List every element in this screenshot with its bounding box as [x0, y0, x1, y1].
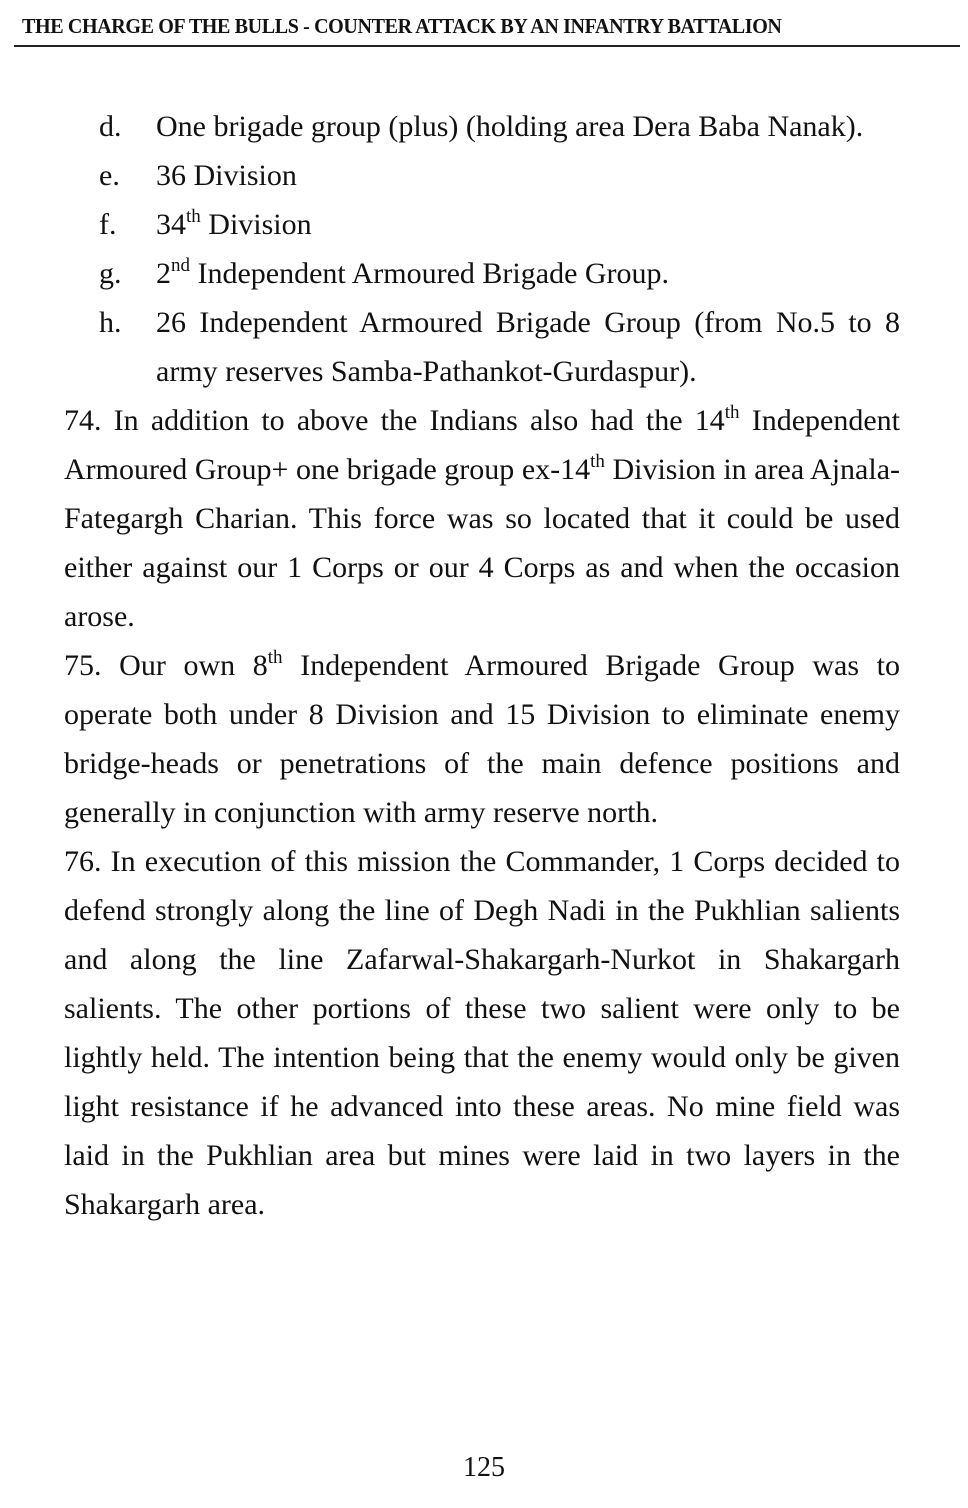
superscript: th	[590, 451, 605, 472]
superscript: th	[267, 647, 283, 668]
superscript: nd	[171, 255, 190, 276]
list-text: 36 Division	[156, 159, 297, 192]
superscript: th	[186, 206, 201, 227]
page-body	[64, 102, 900, 1229]
paragraph-76: 76. In execution of this mission the Commander, 1 Corps decided to defend strongly along the line of Degh Nadi in the Pukhlian salients and along the line Zafarwal-Shakargarh-Nurkot in Shakargarh salients. The other portions of these two salient were only to be lightly held. The intention being that the enemy would only be given light resistance if he advanced into these areas. No mine field was laid in the Pukhlian area but mines were laid in two layers in the Shakargarh area.	[64, 845, 900, 1221]
paragraph-text: 75. Our own 8	[64, 649, 268, 682]
list-letter: f.	[99, 208, 117, 241]
paragraph-text: Independent Armoured Group+ one brigade group ex-14	[64, 404, 900, 486]
list-letter: g.	[99, 257, 122, 290]
page-number: 125	[463, 1452, 505, 1483]
list-text	[156, 249, 900, 298]
running-head: THE CHARGE OF THE BULLS - COUNTER ATTACK BY AN INFANTRY BATTALION	[22, 14, 782, 38]
list-letter: h.	[99, 306, 122, 339]
list-text: One brigade group (plus) (holding area Dera Baba Nanak).	[156, 110, 864, 143]
list-letter: e.	[99, 159, 120, 192]
list-item-g	[64, 249, 900, 298]
list-item-h	[64, 298, 900, 396]
superscript: th	[724, 402, 740, 423]
list-text-part: 34	[156, 208, 186, 241]
list-item-f	[64, 200, 900, 249]
list-text-part: 2	[156, 257, 171, 290]
header-rule	[14, 45, 960, 47]
paragraph-text: Independent Armoured Brigade Group was to operate both under 8 Division and 15 Division to eliminate enemy bridge-heads or penetrations of the main defence positions and generally in conjunction with army reserve north.	[64, 649, 900, 829]
list-letter: d.	[99, 110, 122, 143]
list-item-d	[64, 102, 900, 151]
list-text-part: Independent Armoured Brigade Group.	[190, 257, 670, 290]
paragraph-75	[64, 641, 900, 837]
list-item-e	[64, 151, 900, 200]
paragraph-text: Division in area Ajnala-Fategargh Charian. This force was so located that it could be used either against our 1 Corps or our 4 Corps as and when the occasion arose.	[64, 453, 900, 633]
list-text: 26 Independent Armoured Brigade Group (from No.5 to 8 army reserves Samba-Pathankot-Gurdaspur).	[156, 306, 900, 388]
list-text-part: Division	[200, 208, 312, 241]
list-text	[156, 200, 900, 249]
paragraph-text: 74. In addition to above the Indians also had the 14	[64, 404, 725, 437]
paragraph-74	[64, 396, 900, 641]
